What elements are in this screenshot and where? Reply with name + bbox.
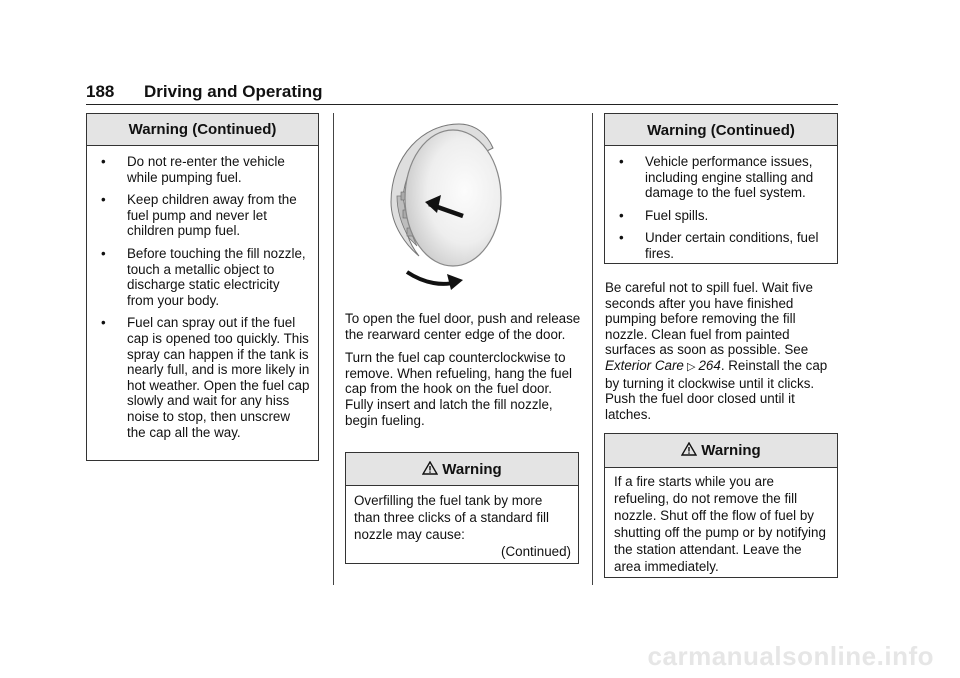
list-item: • Before touching the fill nozzle, touch a metallic object to discharge static electricity from your body. [101,245,306,308]
warning-box-fire [604,433,838,578]
list-item: • Under certain conditions, fuel fires. [619,230,819,261]
warning-text: Overfilling the fuel tank by more than three clicks of a standard fill nozzle may cause: [354,493,550,542]
watermark-text: carmanualsonline.info [647,641,934,671]
warning-continued-box-1 [86,113,319,461]
section-title: Driving and Operating [144,82,323,101]
list-item: • Vehicle performance issues, including engine stalling and damage to the fuel system. [619,154,814,201]
refuel-instructions: Be careful not to spill fuel. Wait five seconds after you have finished pumping before removing the fill nozzle. Clean fuel from painted surfaces as soon as possible. See Exterior Care ▷ 264. Reinstall the cap by turning it clockwise until it clicks. Push the fuel door closed until it latches. [605,280,828,422]
warning-text: If a fire starts while you are refueling, do not remove the fill nozzle. Shut off the flow of fuel by shutting off the pump or by notifying the station attendant. Leave the area immediately. [614,474,826,574]
warning-box-overfill [345,452,579,564]
warning-continued-box-2 [604,113,838,264]
warning-bullet-list [87,146,318,440]
list-item: • Keep children away from the fuel pump and never let children pump fuel. [101,192,297,239]
warning-bullet-list [605,146,837,262]
page-number: 188 [86,82,115,101]
column-divider-1 [333,113,334,585]
paragraph: To open the fuel door, push and release the rearward center edge of the door. [345,311,581,342]
warning-title: Warning [346,453,578,486]
list-item: • Fuel spills. [619,207,709,223]
exterior-care-page-ref[interactable]: 264 [698,357,721,373]
fuel-door-illustration [385,118,505,294]
paragraph: Turn the fuel cap counterclockwise to remove. When refueling, hang the fuel cap from the hook on the fuel door. Fully insert and latch the fill nozzle, begin fueling. [345,350,573,428]
exterior-care-link[interactable]: Exterior Care [605,357,684,373]
continued-label: (Continued) [501,544,571,559]
warning-triangle-icon [422,461,438,475]
warning-triangle-icon [681,442,697,456]
warning-continued-title: Warning (Continued) [87,114,318,146]
page-header [86,82,838,105]
list-item: • Do not re-enter the vehicle while pumping fuel. [101,154,285,185]
column-divider-2 [592,113,593,585]
warning-title: Warning [605,434,837,468]
fuel-door-instructions [345,311,581,436]
warning-continued-title: Warning (Continued) [605,114,837,146]
list-item: • Fuel can spray out if the fuel cap is opened too quickly. This spray can happen if the tank is nearly full, and is more likely in hot weather. Open the fuel cap slowly and wait for any hiss noise to stop, then unscrew the cap all the way. [101,315,310,440]
page-ref-icon: ▷ [683,360,699,373]
